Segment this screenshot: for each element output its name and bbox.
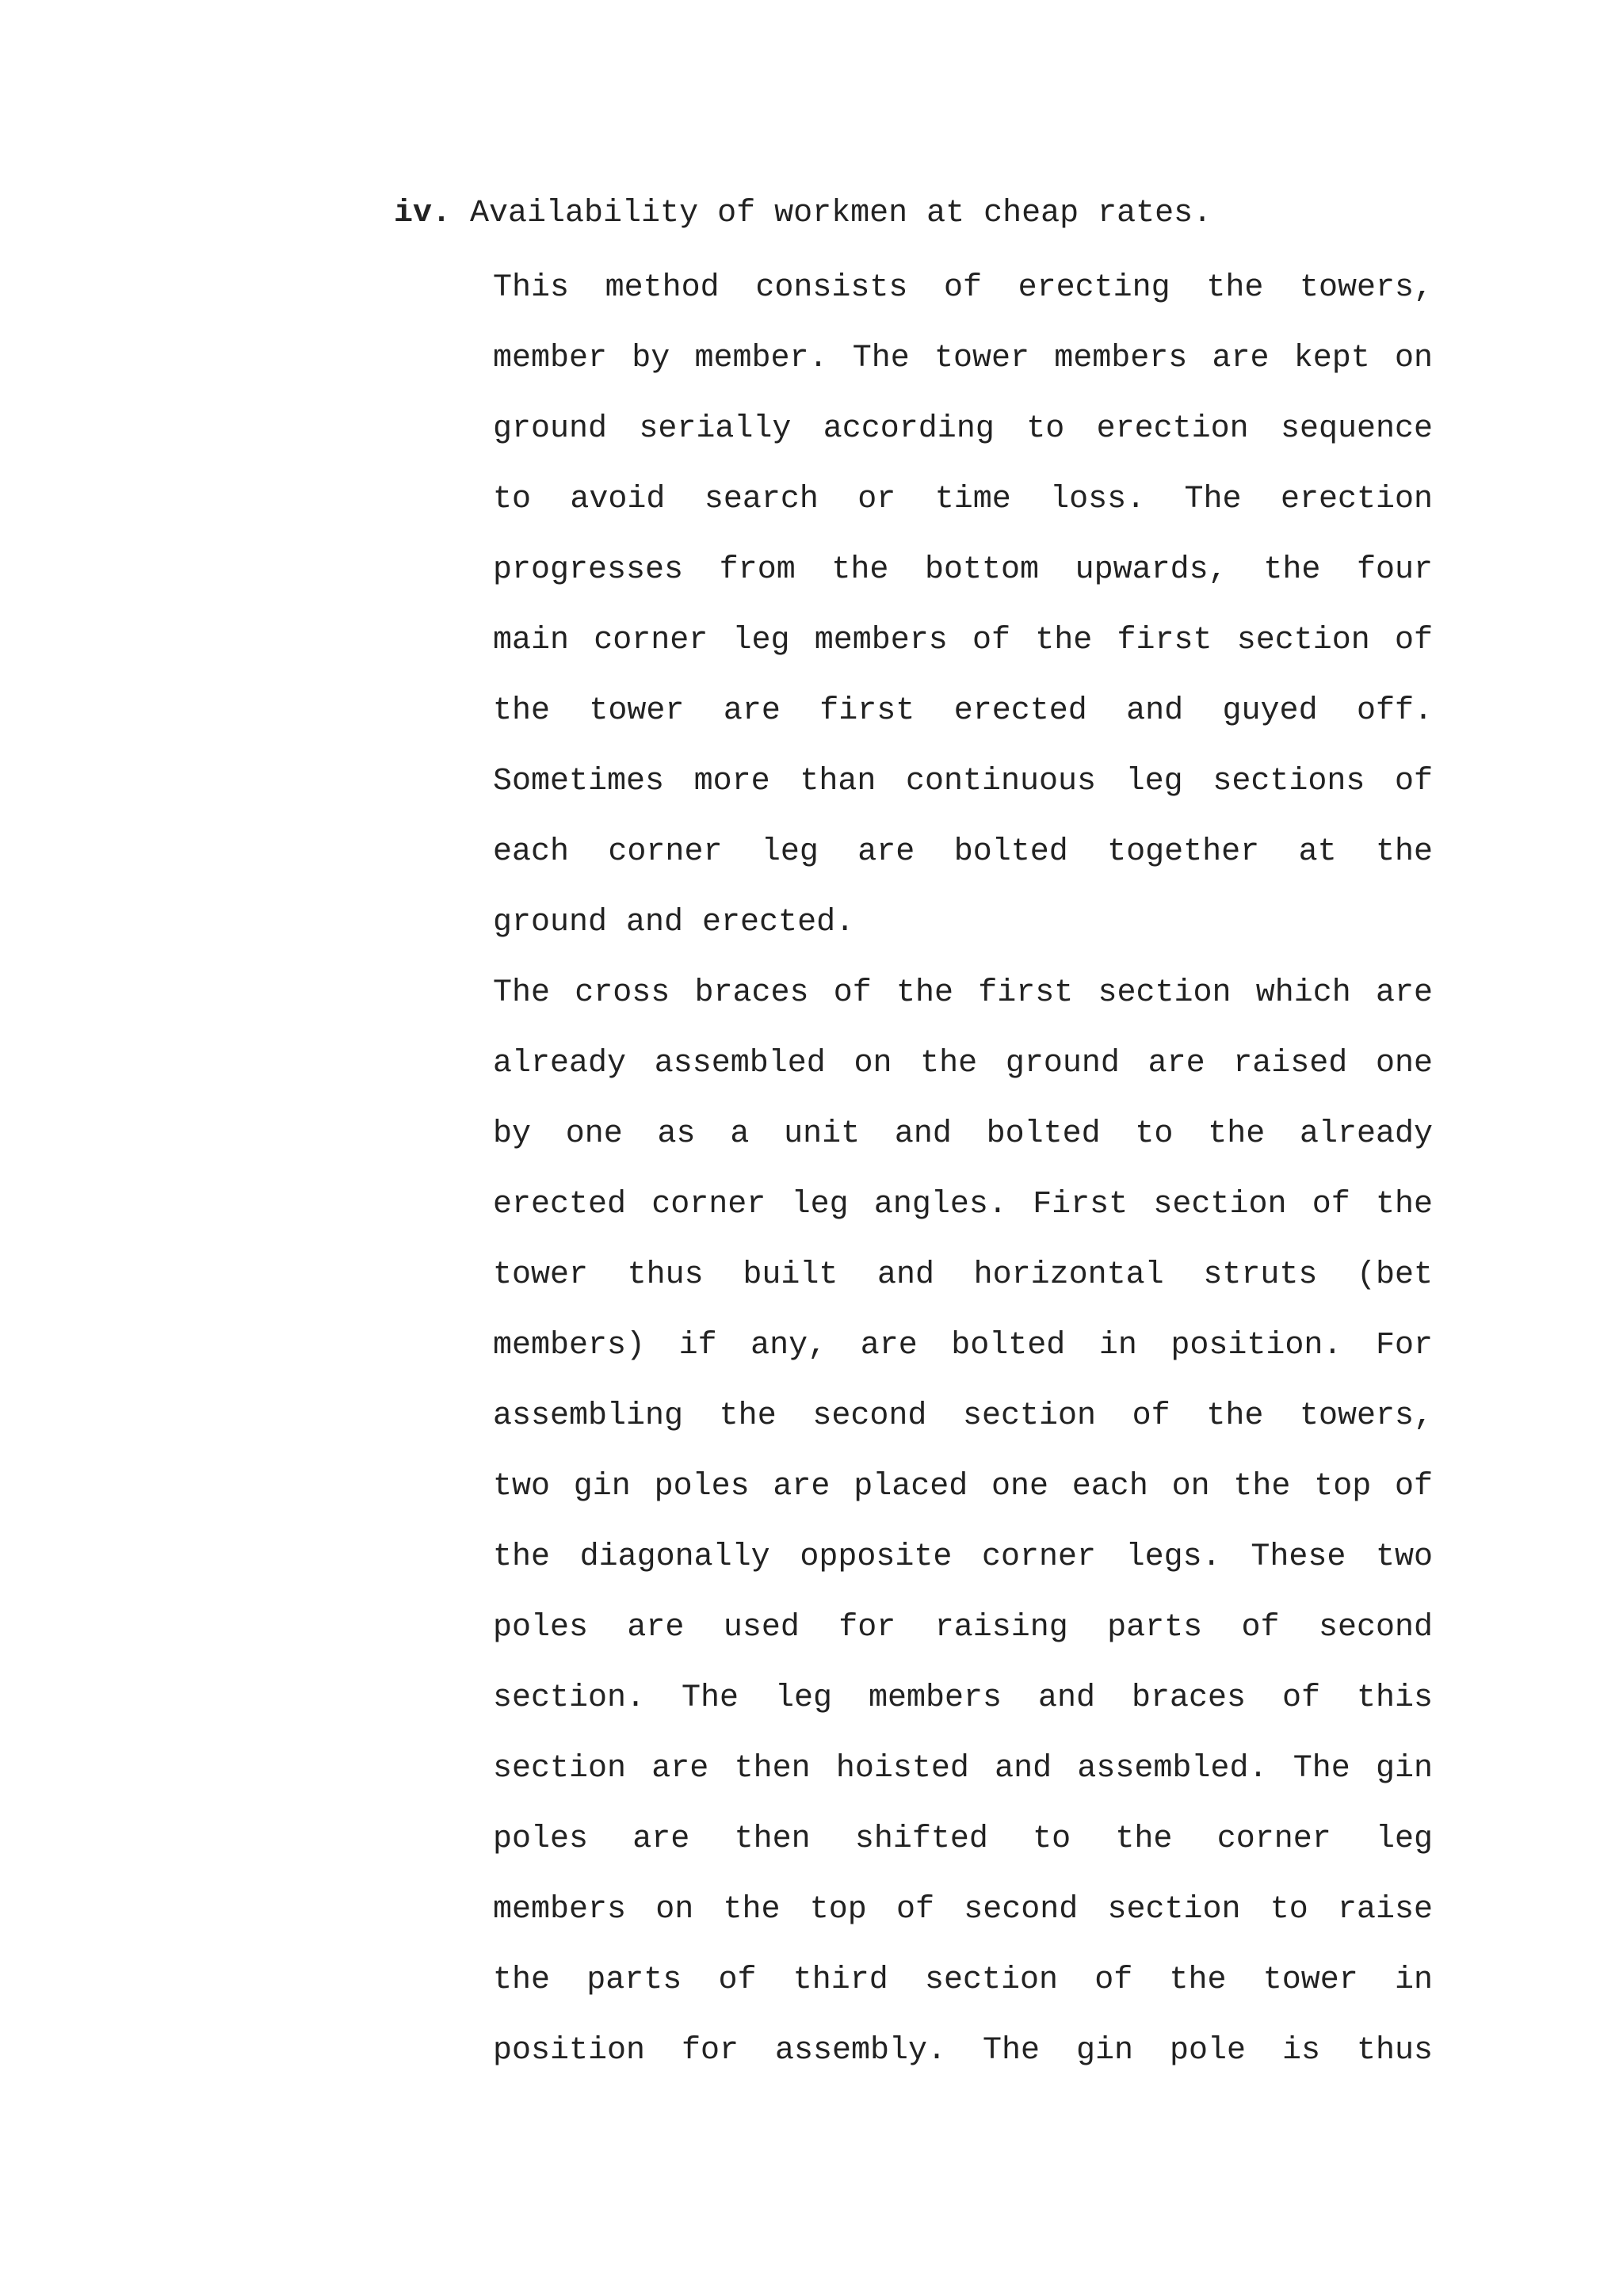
text-line: assembling the second section of the towers, <box>493 1398 1433 1434</box>
text-line: to avoid search or time loss. The erection <box>493 482 1433 517</box>
text-line: ground and erected. <box>493 905 855 940</box>
text-line: ground serially according to erection sequence <box>493 411 1433 447</box>
text-line: tower thus built and horizontal struts (bet <box>493 1257 1433 1293</box>
text-line: main corner leg members of the first section of <box>493 623 1433 658</box>
text-line: The cross braces of the first section which are <box>493 975 1433 1011</box>
text-line: section are then hoisted and assembled. The gin <box>493 1751 1433 1787</box>
text-line: the parts of third section of the tower in <box>493 1962 1433 1998</box>
text-line: by one as a unit and bolted to the already <box>493 1116 1433 1152</box>
text-line: Sometimes more than continuous leg sections of <box>493 764 1433 799</box>
text-line: poles are then shifted to the corner leg <box>493 1821 1433 1857</box>
text-line: member by member. The tower members are kept on <box>493 341 1433 376</box>
body-text <box>493 265 1433 2098</box>
list-item-text: Availability of workmen at cheap rates. <box>451 196 1212 231</box>
text-line: members on the top of second section to raise <box>493 1892 1433 1928</box>
text-line: erected corner leg angles. First section of the <box>493 1187 1433 1222</box>
paragraph-erection-method <box>493 265 1433 970</box>
text-line: position for assembly. The gin pole is thus <box>493 2033 1433 2069</box>
text-line: This method consists of erecting the towers, <box>493 270 1433 306</box>
list-item-iv <box>394 190 1212 238</box>
text-line: the tower are first erected and guyed off. <box>493 693 1433 729</box>
text-line: progresses from the bottom upwards, the four <box>493 552 1433 588</box>
text-line: already assembled on the ground are raised one <box>493 1046 1433 1081</box>
text-line: section. The leg members and braces of this <box>493 1680 1433 1716</box>
text-line: each corner leg are bolted together at the <box>493 834 1433 870</box>
text-line: two gin poles are placed one each on the top of <box>493 1469 1433 1505</box>
paragraph-cross-braces <box>493 970 1433 2098</box>
text-line: poles are used for raising parts of second <box>493 1610 1433 1646</box>
text-line: members) if any, are bolted in position. For <box>493 1328 1433 1363</box>
text-line: the diagonally opposite corner legs. These two <box>493 1539 1433 1575</box>
list-marker: iv. <box>394 196 452 231</box>
